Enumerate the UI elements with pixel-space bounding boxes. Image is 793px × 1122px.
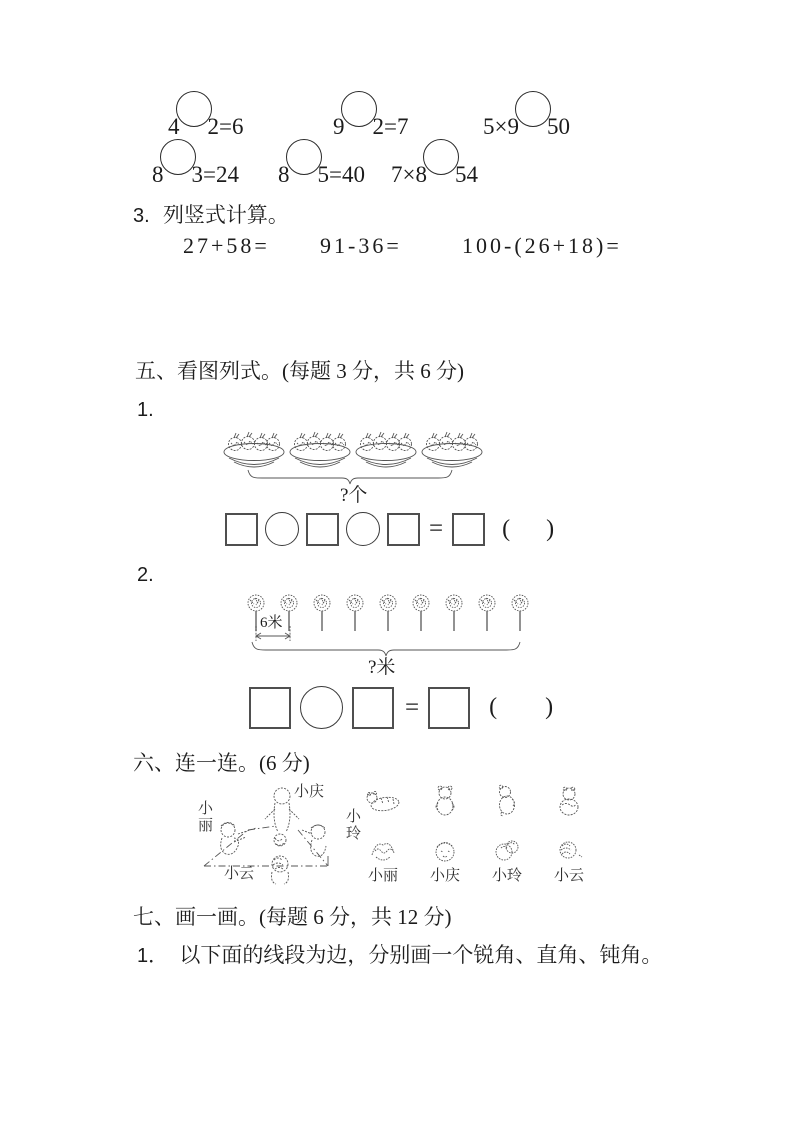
equation-pre: 5×9 [483,114,519,139]
equals-sign: = [429,515,444,542]
toy-views-row [352,783,602,817]
circle-equation [333,114,408,140]
column-expression-2: 91-36= [320,233,402,258]
tree-icon [443,594,465,632]
child-cell[interactable] [538,837,600,885]
toy-side-view-icon [490,783,524,817]
operator-circle[interactable] [346,512,380,546]
operator-circle[interactable] [265,512,299,546]
circle-equation [391,162,478,188]
scene-sketch-icon [190,778,362,888]
answer-circle[interactable] [515,91,551,127]
toy-front-view-icon [428,783,462,817]
toy-lying-view-icon [365,783,401,815]
unit-parentheses[interactable]: ( ) [489,694,554,720]
unit-parentheses[interactable]: ( ) [502,515,555,542]
equation-pre: 8 [152,162,164,187]
section3-title: 列竖式计算。 [162,203,289,227]
equals-sign: = [405,693,420,721]
matching-grid [352,783,602,885]
result-box[interactable] [428,687,470,729]
equation-post: 3=24 [191,162,239,187]
equation-post: 2=7 [372,114,409,139]
trees-brace-label: ?米 [368,657,396,678]
toy-back-view-icon [552,783,586,817]
operator-circle[interactable] [300,686,343,729]
number-box[interactable] [387,513,420,546]
section3-heading [133,199,289,229]
scene-label-right: 小玲 [344,808,360,842]
scene-label-bottom: 小云 [224,866,255,882]
measure-arrow-icon [254,626,292,642]
equation-pre: 7×8 [391,162,427,187]
equation-post: 50 [546,114,570,139]
child-cell[interactable] [352,837,414,885]
equation-post: 2=6 [207,114,244,139]
tree-icon [509,594,531,632]
answer-circle[interactable] [176,91,212,127]
answer-circle[interactable] [286,139,322,175]
answer-circle[interactable] [423,139,459,175]
answer-circle[interactable] [160,139,196,175]
plate-of-strawberries-icon [354,431,418,473]
children-row [352,837,602,885]
tree-icon [377,594,399,632]
circle-equation [152,162,239,188]
child-cell[interactable] [476,837,538,885]
child-name: 小庆 [429,868,460,884]
column-expression-1: 27+58= [183,233,270,258]
toy-view-cell[interactable] [414,783,476,817]
answer-circle[interactable] [341,91,377,127]
child-name: 小玲 [491,868,522,884]
child-name: 小云 [553,868,584,884]
equation-answer-row-2 [249,686,553,729]
tree-icon [410,594,432,632]
equation-post: 54 [454,162,478,187]
circle-equation [168,114,243,140]
circle-equation [278,162,365,188]
section5-heading: 五、看图列式。(每题 3 分，共 6 分) [135,359,464,383]
item-number: 3. [133,205,150,227]
result-box[interactable] [452,513,485,546]
child-head-icon [368,837,398,863]
number-box[interactable] [352,687,394,729]
plate-of-strawberries-icon [222,431,286,473]
child-head-icon [554,837,584,863]
item1-number: 1. [137,399,154,421]
scene-label-top: 小庆 [294,784,325,800]
scene-label-left: 小丽 [196,800,212,834]
child-head-icon [430,837,460,863]
plates-brace-label: ?个 [340,485,368,506]
child-head-icon [492,837,522,863]
number-box[interactable] [225,513,258,546]
tree-icon [311,594,333,632]
tree-icon [476,594,498,632]
item-text: 以下面的线段为边，分别画一个锐角、直角、钝角。 [179,943,663,967]
item2-number: 2. [137,564,154,586]
child-cell[interactable] [414,837,476,885]
equation-pre: 9 [333,114,345,139]
toy-view-cell[interactable] [538,783,600,817]
child-name: 小丽 [367,868,398,884]
equation-pre: 4 [168,114,180,139]
section7-heading: 七、画一画。(每题 6 分，共 12 分) [133,905,452,929]
equation-pre: 8 [278,162,290,187]
number-box[interactable] [306,513,339,546]
column-expression-3: 100-(26+18)= [462,233,622,258]
section6-heading: 六、连一连。(6 分) [133,751,310,775]
plate-of-strawberries-icon [288,431,352,473]
number-box[interactable] [249,687,291,729]
equation-answer-row-1 [225,512,554,546]
plate-of-strawberries-icon [420,431,484,473]
equation-post: 5=40 [317,162,365,187]
circle-equation [483,114,570,140]
plates-figure [222,431,484,473]
toy-view-cell[interactable] [476,783,538,817]
toy-view-cell[interactable] [352,783,414,817]
segment-length-label: 6米 [259,611,284,632]
section7-item1 [137,939,662,969]
observation-scene [190,778,362,888]
tree-icon [344,594,366,632]
item-number: 1． [137,945,169,967]
